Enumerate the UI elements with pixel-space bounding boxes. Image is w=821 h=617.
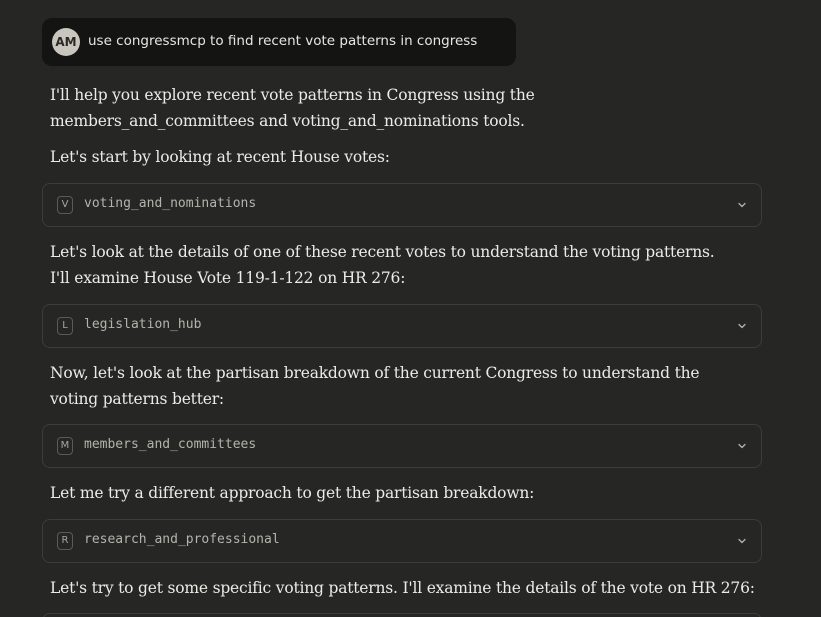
chevron-down-icon (737, 536, 747, 546)
assistant-paragraph-house-votes: Let's start by looking at recent House votes: (50, 148, 390, 166)
assistant-paragraph-specific-patterns: Let's try to get some specific voting patterns. I'll examine the details of the vote on HR 276: (50, 579, 755, 597)
assistant-paragraph-intro: I'll help you explore recent vote patterns in Congress using the members_and_committees and voting_and_nominations tools. (50, 86, 535, 130)
tool-name: legislation_hub (84, 317, 202, 332)
assistant-paragraph-partisan-breakdown: Now, let's look at the partisan breakdown of the current Congress to understand the voting patterns better: (50, 364, 700, 408)
tool-call-voting-and-nominations[interactable] (42, 183, 762, 227)
chevron-down-icon (737, 200, 747, 210)
tool-badge: M (57, 437, 73, 455)
tool-badge: V (57, 196, 73, 214)
tool-call-members-and-committees[interactable] (42, 424, 762, 468)
tool-call-research-and-professional[interactable] (42, 519, 762, 563)
assistant-paragraph-vote-details: Let's look at the details of one of these recent votes to understand the voting patterns. I'll examine House Vote 119-1-122 on HR 276: (50, 243, 715, 287)
assistant-paragraph-different-approach: Let me try a different approach to get the partisan breakdown: (50, 484, 535, 502)
tool-call-legislation-hub[interactable] (42, 304, 762, 348)
tool-badge: R (57, 532, 73, 550)
tool-badge: L (57, 317, 73, 335)
tool-name: members_and_committees (84, 437, 257, 452)
user-message-text: use congressmcp to find recent vote patterns in congress (88, 33, 478, 49)
user-avatar: AM (52, 28, 80, 56)
tool-name: research_and_professional (84, 532, 280, 547)
tool-name: voting_and_nominations (84, 196, 257, 211)
chevron-down-icon (737, 321, 747, 331)
user-message (42, 18, 516, 66)
chevron-down-icon (737, 441, 747, 451)
tool-call-partial[interactable] (42, 613, 762, 617)
